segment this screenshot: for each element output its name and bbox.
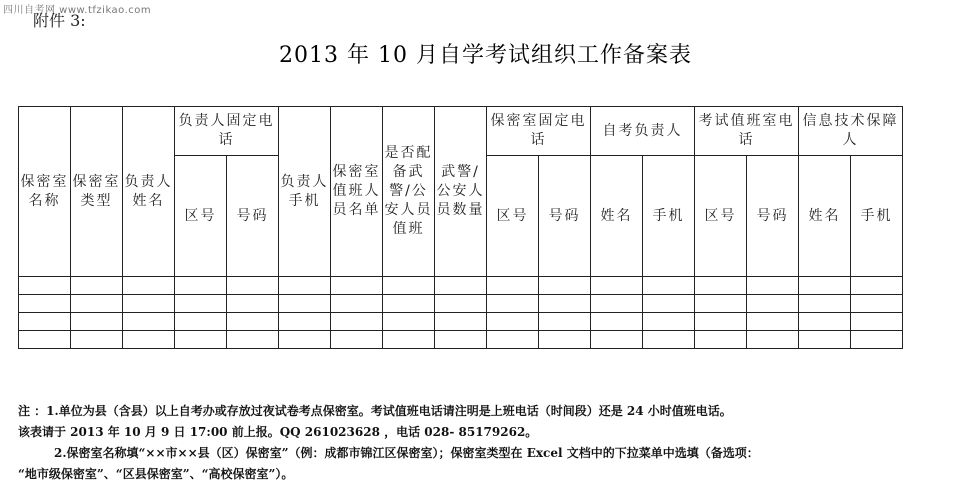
table-cell[interactable] (383, 313, 435, 331)
table-cell[interactable] (435, 277, 487, 295)
header-number: 号码 (539, 156, 591, 277)
table-cell[interactable] (799, 295, 851, 313)
table-cell[interactable] (227, 313, 279, 331)
header-mobile: 手机 (851, 156, 903, 277)
table-cell[interactable] (643, 277, 695, 295)
table-cell[interactable] (227, 331, 279, 349)
table-cell[interactable] (539, 277, 591, 295)
notes (18, 401, 963, 485)
header-name: 姓名 (799, 156, 851, 277)
watermark: 四川自考网 www.tfzikao.com (3, 5, 152, 16)
table-cell[interactable] (331, 295, 383, 313)
table-cell[interactable] (643, 295, 695, 313)
table-cell[interactable] (279, 277, 331, 295)
table-cell[interactable] (331, 277, 383, 295)
header-head-landline: 负责人固定电话 (175, 107, 279, 156)
header-room-type: 保密室类型 (71, 107, 123, 277)
table-cell[interactable] (123, 277, 175, 295)
table-cell[interactable] (799, 277, 851, 295)
table-cell[interactable] (851, 277, 903, 295)
header-room-name: 保密室名称 (19, 107, 71, 277)
note-line-3: 2.保密室名称填“××市××县（区）保密室”（例：成都市锦江区保密室）；保密室类型在 Excel 文档中的下拉菜单中选填（备选项： (54, 446, 759, 460)
table-cell[interactable] (71, 277, 123, 295)
table-cell[interactable] (71, 313, 123, 331)
table-cell[interactable] (695, 313, 747, 331)
header-room-landline: 保密室固定电话 (487, 107, 591, 156)
header-duty-room-phone: 考试值班室电话 (695, 107, 799, 156)
table-cell[interactable] (279, 331, 331, 349)
table-cell[interactable] (799, 313, 851, 331)
header-head-name: 负责人姓名 (123, 107, 175, 277)
note-line-1: 注 ：1.单位为县（含县）以上自考办或存放过夜试卷考点保密室。考试值班电话请注明是上班电话（时间段）还是 24 小时值班电话。 (18, 404, 732, 418)
table-cell[interactable] (175, 277, 227, 295)
table-cell[interactable] (487, 331, 539, 349)
table-cell[interactable] (747, 331, 799, 349)
table-cell[interactable] (123, 331, 175, 349)
table-cell[interactable] (123, 295, 175, 313)
table-cell[interactable] (175, 331, 227, 349)
table-cell[interactable] (695, 331, 747, 349)
table-cell[interactable] (591, 277, 643, 295)
table-cell[interactable] (747, 295, 799, 313)
table-cell[interactable] (331, 331, 383, 349)
table-cell[interactable] (123, 313, 175, 331)
header-row-1 (19, 107, 903, 156)
page-title: 2013 年 10 月自学考试组织工作备案表 (279, 43, 692, 68)
table-cell[interactable] (435, 313, 487, 331)
table-cell[interactable] (19, 295, 71, 313)
filing-form-table (18, 106, 903, 349)
table-cell[interactable] (383, 295, 435, 313)
table-cell[interactable] (331, 313, 383, 331)
header-name: 姓名 (591, 156, 643, 277)
table-cell[interactable] (279, 313, 331, 331)
table-row (19, 313, 903, 331)
table-cell[interactable] (383, 277, 435, 295)
table-cell[interactable] (747, 313, 799, 331)
table-row (19, 331, 903, 349)
table-cell[interactable] (175, 313, 227, 331)
header-mobile: 手机 (643, 156, 695, 277)
table-cell[interactable] (591, 313, 643, 331)
table-cell[interactable] (747, 277, 799, 295)
note-line-2: 该表请于 2013 年 10 月 9 日 17:00 前上报。QQ 261023628 ，电话 028- 85179262。 (18, 425, 538, 439)
table-cell[interactable] (435, 331, 487, 349)
table-cell[interactable] (71, 331, 123, 349)
header-area-code: 区号 (175, 156, 227, 277)
table-cell[interactable] (227, 295, 279, 313)
table-cell[interactable] (71, 295, 123, 313)
table-row (19, 277, 903, 295)
table-cell[interactable] (19, 313, 71, 331)
table-cell[interactable] (19, 331, 71, 349)
table-cell[interactable] (643, 313, 695, 331)
header-area-code: 区号 (487, 156, 539, 277)
header-it-support: 信息技术保障人 (799, 107, 903, 156)
table-cell[interactable] (539, 331, 591, 349)
note-line-4: “地市级保密室”、“区县保密室”、“高校保密室”）。 (18, 467, 294, 481)
header-number: 号码 (747, 156, 799, 277)
table-cell[interactable] (435, 295, 487, 313)
table-cell[interactable] (799, 331, 851, 349)
header-area-code: 区号 (695, 156, 747, 277)
table-cell[interactable] (487, 295, 539, 313)
table-cell[interactable] (279, 295, 331, 313)
table-cell[interactable] (695, 295, 747, 313)
table-cell[interactable] (487, 277, 539, 295)
header-police-count: 武警/公安人员数量 (435, 107, 487, 277)
table-cell[interactable] (591, 295, 643, 313)
table-cell[interactable] (487, 313, 539, 331)
table-cell[interactable] (643, 331, 695, 349)
table-cell[interactable] (695, 277, 747, 295)
table-row (19, 295, 903, 313)
table-cell[interactable] (851, 331, 903, 349)
header-exam-head: 自考负责人 (591, 107, 695, 156)
header-police-on-duty: 是否配备武警/公安人员值班 (383, 107, 435, 277)
table-cell[interactable] (539, 313, 591, 331)
table-cell[interactable] (175, 295, 227, 313)
table-cell[interactable] (539, 295, 591, 313)
header-number: 号码 (227, 156, 279, 277)
table-cell[interactable] (383, 331, 435, 349)
attachment-label: 附件 3: (33, 11, 86, 30)
table-cell[interactable] (591, 331, 643, 349)
table-cell[interactable] (227, 277, 279, 295)
header-duty-list: 保密室值班人员名单 (331, 107, 383, 277)
header-head-mobile: 负责人手机 (279, 107, 331, 277)
table-cell[interactable] (851, 295, 903, 313)
table-cell[interactable] (851, 313, 903, 331)
table-cell[interactable] (19, 277, 71, 295)
